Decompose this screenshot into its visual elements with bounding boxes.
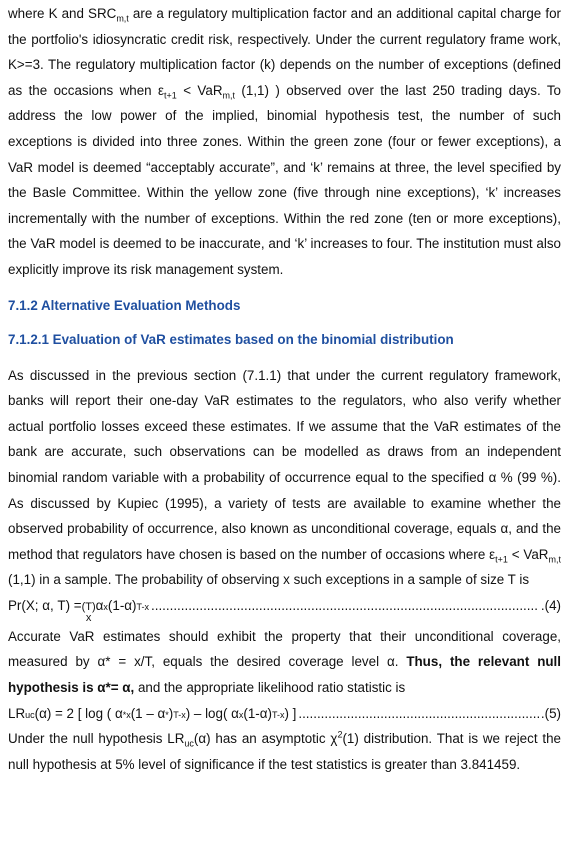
- leader-dots: [151, 593, 539, 619]
- equation-4: Pr(X; α, T) = ( T x ) α x (1-α) T-x ..... .(4): [8, 593, 561, 624]
- paragraph-null-hypothesis: Under the null hypothesis $LR_{uc}(\alpha)$ has an asymptotic $\chi^2(1)$ distribution. That is we reject the null hypothesis at 5% level of significance if the test statistics is greater than 3.841459.: [8, 729, 561, 772]
- paragraph-unconditional-coverage: Accurate VaR estimates should exhibit the property that their unconditional coverage, measured by α* = x/T, equals the desired coverage level α. Thus, the relevant null hypothesis is α*= α, and the appropriate likelihood ratio statistic is: [8, 628, 561, 696]
- equation-5: LR uc (α) = 2 [ log ( α *x (1 – α * ) T-x ) – log( α x (1-α) T-x ) ] ..... .(5): [8, 701, 561, 727]
- paragraph-binomial-intro: As discussed in the previous section (7.1.1) that under the current regulatory framework, banks will report their one-day VaR estimates to the regulators, who also verify whether actual portfolio losses exceed these estimates. If we assume that the VaR estimates of the bank are accurate, such observations can be modelled as draws from an independent binomial random variable with a probability of occurrence equal to the specified α % (99 %). As discussed by Kupiec (1995), a variety of tests are available to examine whether the observed probability of occurrence, also known as unconditional coverage, equals α, and the method that regulators have chosen is based on the number of occasions where $\varepsilon_{t+1} < VaR_{m,t}$ (1,1) in a sample. The probability of observing x such exceptions in a sample of size T is: [8, 367, 561, 588]
- binomial-coefficient: ( T x ): [81, 600, 96, 624]
- paragraph-regulatory-factor: where K and $SRC_{m,t}$ are a regulatory multiplication factor and an additional capital charge for the portfolio's idiosyncratic credit risk, respectively. Under the current regulatory frame work, K>=3. The regulatory multiplication factor (k) depends on the number of exceptions (defined as the occasions when $\varepsilon_{t+1} < VaR_{m,t}$ (1,1) ) observed over the last 250 trading days. To address the low power of the implied, binomial hypothesis test, the number of such exceptions is divided into three zones. Within the green zone (four or fewer exceptions), a VaR model is deemed “acceptably accurate”, and ‘k’ remains at three, the level specified by the Basle Committee. Within the yellow zone (five through nine exceptions), ‘k’ increases incrementally with the number of exceptions. Within the red zone (ten or more exceptions), the VaR model is deemed to be inaccurate, and ‘k’ increases to four. The institution must also explicitly improve its risk management system.: [8, 6, 561, 277]
- document-page: [8, 0, 561, 777]
- section-heading: 7.1.2 Alternative Evaluation Methods: [8, 297, 241, 313]
- equation-number: .(5): [540, 705, 561, 721]
- subsection-heading: 7.1.2.1 Evaluation of VaR estimates based on the binomial distribution: [8, 331, 454, 347]
- equation-number: .(4): [540, 597, 561, 613]
- leader-dots: [298, 701, 539, 727]
